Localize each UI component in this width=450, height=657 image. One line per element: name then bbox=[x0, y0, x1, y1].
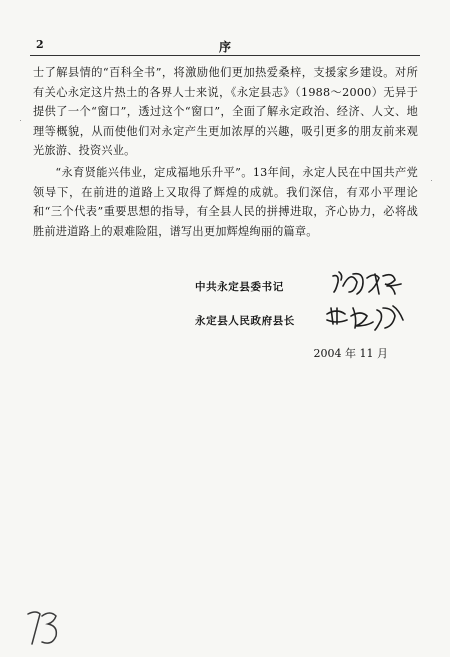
handwritten-page-mark bbox=[26, 608, 62, 648]
paragraph: 士了解县情的“百科全书”，将激励他们更加热爱桑梓，支援家乡建设。对所有关心永定这片热土的各界人士来说，《永定县志》（1988～2000）无异于提供了一个“窗口”，透过这个“窗口”，全面了解永定政治、经济、人文、地理等概貌，从而使他们对永定产生更加浓厚的兴趣，吸引更多的朋友前来观光旅游、投资兴业。 bbox=[33, 66, 418, 158]
page-header bbox=[30, 38, 420, 54]
page-number: 2 bbox=[36, 38, 44, 51]
handwritten-signature bbox=[329, 268, 409, 298]
signature-line bbox=[195, 272, 415, 298]
paragraph: “永育贤能兴伟业，定成福地乐升平”。13年间，永定人民在中国共产党领导下，在前进的道路上又取得了辉煌的成就。我们深信，有邓小平理论和“三个代表”重要思想的指导，有全县人民的拼搏进取，齐心协力，必将战胜前进道路上的艰难险阻，谱写出更加辉煌绚丽的篇章。 bbox=[33, 165, 418, 238]
body-text bbox=[33, 63, 418, 241]
scan-speck bbox=[20, 120, 21, 121]
signature-line bbox=[195, 306, 415, 332]
signature-block bbox=[195, 272, 415, 340]
handwritten-signature bbox=[323, 302, 409, 332]
signatory-title: 中共永定县委书记 bbox=[195, 281, 284, 293]
date: 2004 年 11 月 bbox=[313, 347, 388, 360]
scan-speck bbox=[431, 180, 432, 181]
running-title: 序 bbox=[218, 40, 231, 54]
signatory-title: 永定县人民政府县长 bbox=[195, 315, 295, 327]
header-rule bbox=[30, 55, 420, 56]
